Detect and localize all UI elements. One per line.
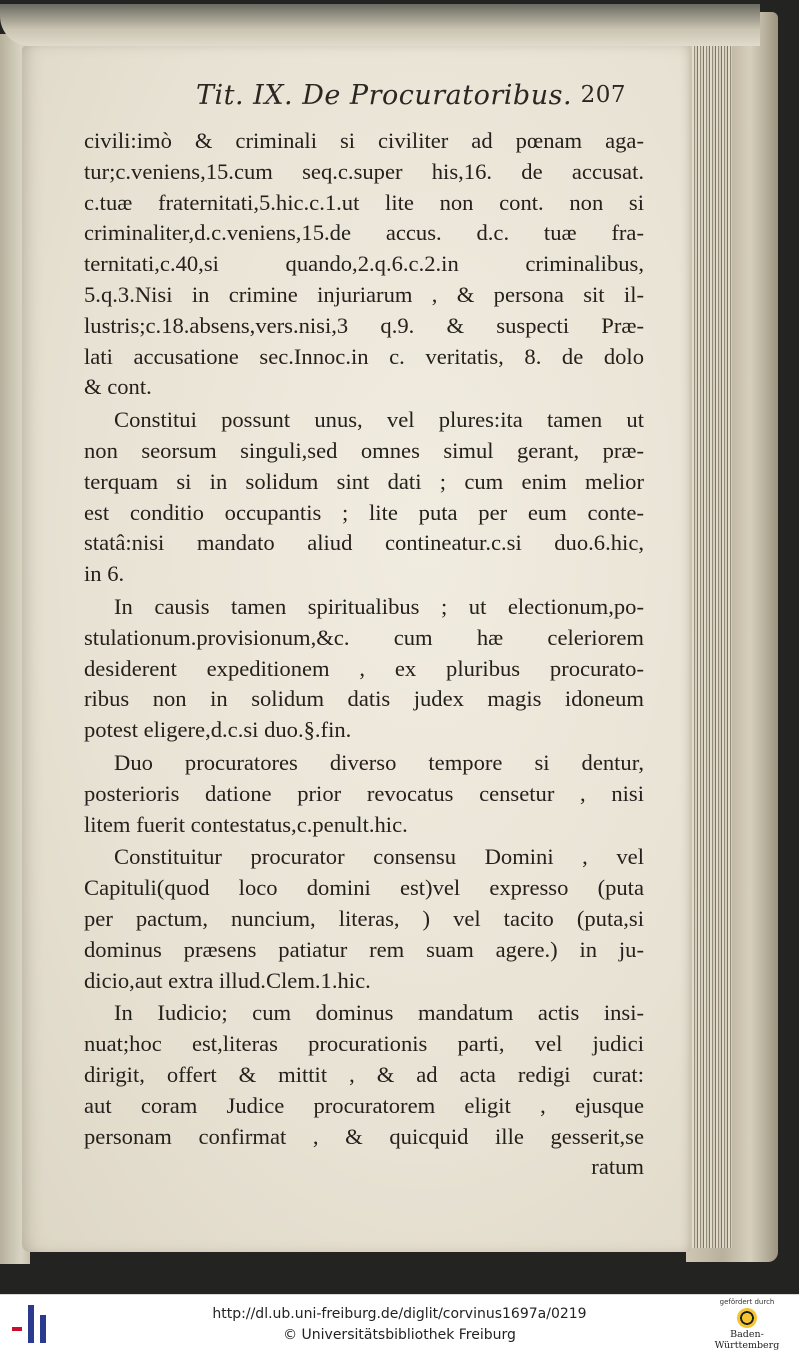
text-line: In causis tamen spiritualibus ; ut electionum,po- [114, 593, 644, 619]
text-line: dicio,aut extra illud.Clem.1.hic. [84, 967, 371, 993]
funder-name: Baden-Württemberg [714, 1329, 780, 1351]
text-line: & cont. [84, 374, 152, 400]
text-line: terquam si in solidum sint dati ; cum enim melior [84, 468, 644, 494]
catchword: ratum [591, 1154, 644, 1180]
viewer-footer [0, 1294, 799, 1352]
text-line: dominus præsens patiatur rem suam agere.) in ju- [84, 936, 644, 962]
text-line: ternitati,c.40,si quando,2.q.6.c.2.in criminalibus, [84, 251, 644, 277]
text-line: statâ:nisi mandato aliud contineatur.c.si duo.6.hic, [84, 530, 644, 556]
text-line: Capituli(quod loco domini est)vel expresso (puta [84, 875, 644, 901]
coat-of-arms-icon [737, 1308, 757, 1328]
text-line: est conditio occupantis ; lite puta per eum conte- [84, 499, 644, 525]
text-line: posterioris datione prior revocatus censetur , nisi [84, 780, 644, 806]
body-text [84, 126, 644, 1183]
text-line: lati accusatione sec.Innoc.in c. veritatis, 8. de dolo [84, 343, 644, 369]
copyright-notice: © Universitätsbibliothek Freiburg [283, 1327, 516, 1343]
permalink-link[interactable]: http://dl.ub.uni-freiburg.de/diglit/corvinus1697a/0219 [212, 1306, 587, 1322]
funder-label: gefördert durch [719, 1298, 775, 1306]
text-line: desiderent expeditionem , ex pluribus procurato- [84, 655, 644, 681]
text-line: stulationum.provisionum,&c. cum hæ celeriorem [84, 624, 644, 650]
text-line: personam confirmat , & quicquid ille gesserit,se [84, 1123, 644, 1149]
chapter-title: Tit. IX. De Procuratoribus. [196, 80, 573, 111]
page-edges [686, 12, 778, 1262]
text-line: non seorsum singuli,sed omnes simul gerant, præ- [84, 437, 644, 463]
funder-badge [703, 1298, 791, 1350]
text-line: Duo procuratores diverso tempore si dentur, [114, 749, 644, 775]
text-line: civili:imò & criminali si civiliter ad pœnam aga- [84, 128, 644, 153]
text-line: 5.q.3.Nisi in crimine injuriarum , & persona sit il- [84, 281, 644, 307]
text-line: per pactum, nuncium, literas, ) vel tacito (puta,si [84, 905, 644, 931]
text-line: Constitui possunt unus, vel plures:ita tamen ut [114, 407, 644, 433]
book-top-edge [0, 4, 760, 46]
text-line: lustris;c.18.absens,vers.nisi,3 q.9. & suspecti Præ- [84, 312, 644, 338]
text-line: c.tuæ fraternitati,5.hic.c.1.ut lite non cont. non si [84, 189, 644, 215]
text-line: ribus non in solidum datis judex magis idoneum [84, 686, 644, 712]
page-number: 207 [580, 82, 626, 108]
text-line: Constituitur procurator consensu Domini , vel [114, 844, 644, 870]
running-head [196, 80, 626, 116]
text-line: aut coram Judice procuratorem eligit , ejusque [84, 1092, 644, 1118]
text-line: tur;c.veniens,15.cum seq.c.super his,16. de accusat. [84, 158, 644, 184]
text-line: litem fuerit contestatus,c.penult.hic. [84, 811, 408, 837]
text-line: In Iudicio; cum dominus mandatum actis insi- [114, 1000, 644, 1026]
text-line: criminaliter,d.c.veniens,15.de accus. d.c. tuæ fra- [84, 220, 644, 246]
text-line: potest eligere,d.c.si duo.§.fin. [84, 717, 352, 743]
text-line: dirigit, offert & mittit , & ad acta redigi curat: [84, 1061, 644, 1087]
text-line: nuat;hoc est,literas procurationis parti, vel judici [84, 1031, 644, 1057]
text-line: in 6. [84, 561, 125, 587]
